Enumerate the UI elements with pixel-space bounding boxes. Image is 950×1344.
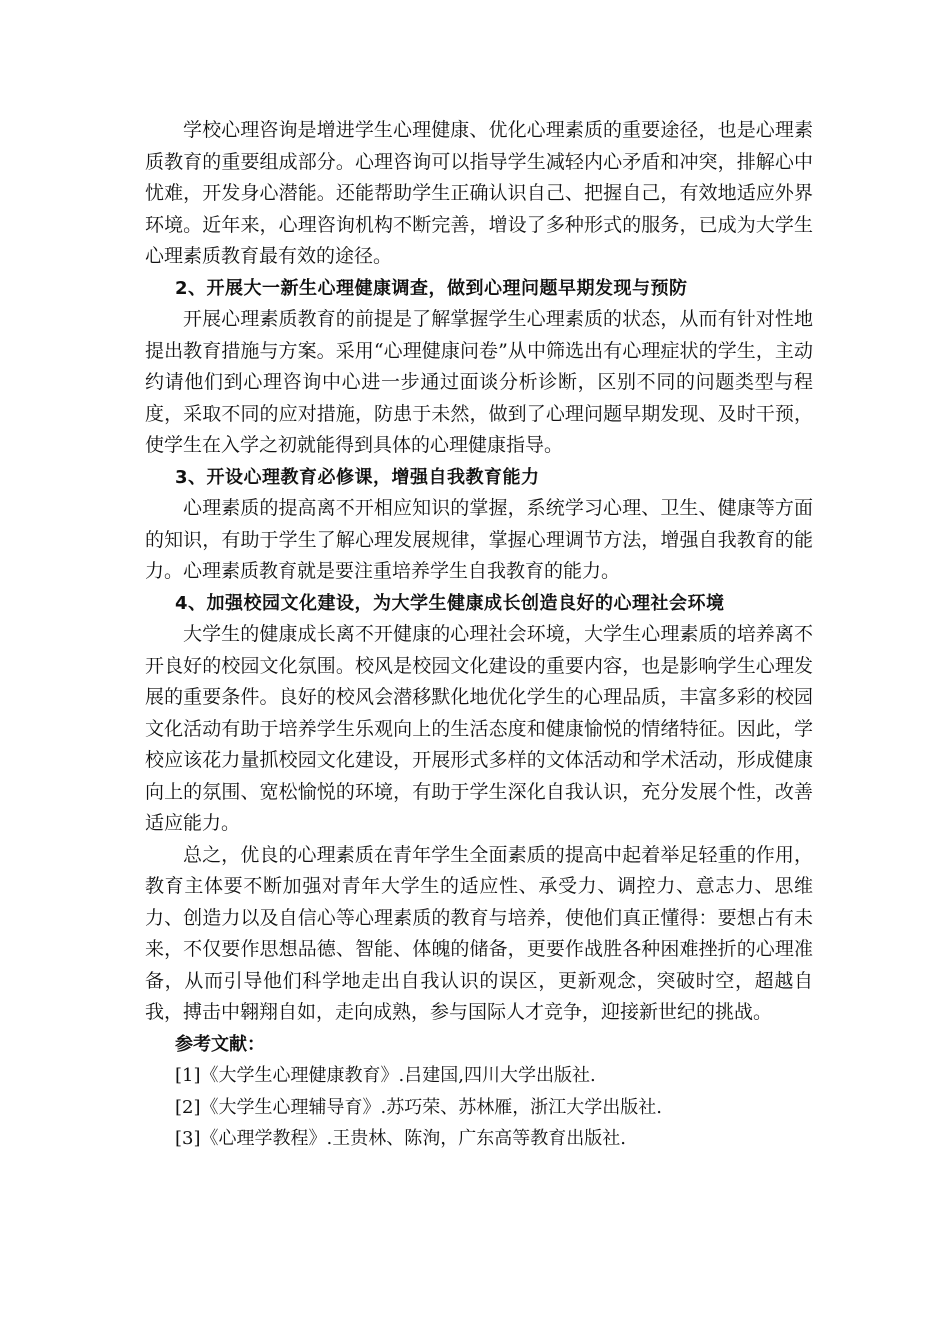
references-heading: 参考文献： bbox=[175, 1033, 265, 1055]
paragraph-conclusion: 总之，优良的心理素质在青年学生全面素质的提高中起着举足轻重的作用，教育主体要不断加强对青年大学生的适应性、承受力、调控力、意志力、思维力、创造力以及自信心等心理素质的教育与培养，使他们真正懂得：要想占有未来，不仅要作思想品德、智能、体魄的储备，更要作战胜各种困难挫折的心理准备，从而引导他们科学地走出自我认识的误区，更新观念，突破时空，超越自我，搏击中翱翔自如，走向成熟，参与国际人才竞争，迎接新世纪的挑战。 bbox=[145, 843, 813, 1023]
document-page bbox=[145, 115, 813, 1155]
paragraph-campus-culture: 大学生的健康成长离不开健康的心理社会环境，大学生心理素质的培养离不开良好的校园文化氛围。校风是校园文化建设的重要内容，也是影响学生心理发展的重要条件。良好的校风会潜移默化地优化学生的心理品质，丰富多彩的校园文化活动有助于培养学生乐观向上的生活态度和健康愉悦的情绪特征。因此，学校应该花力量抓校园文化建设，开展形式多样的文体活动和学术活动，形成健康向上的氛围、宽松愉悦的环境，有助于学生深化自我认识，充分发展个性，改善适应能力。 bbox=[145, 623, 813, 834]
reference-item: [2]《大学生心理辅导育》.苏巧荣、苏林雁，浙江大学出版社. bbox=[175, 1096, 662, 1118]
section-heading-3: 3、开设心理教育必修课，增强自我教育能力 bbox=[175, 466, 540, 488]
section-heading-4: 4、加强校园文化建设，为大学生健康成长创造良好的心理社会环境 bbox=[175, 592, 725, 614]
paragraph-counseling: 学校心理咨询是增进学生心理健康、优化心理素质的重要途径，也是心理素质教育的重要组成部分。心理咨询可以指导学生减轻内心矛盾和冲突，排解心中忧难，开发身心潜能。还能帮助学生正确认识自己、把握自己，有效地适应外界环境。近年来，心理咨询机构不断完善，增设了多种形式的服务，已成为大学生心理素质教育最有效的途径。 bbox=[145, 119, 813, 267]
reference-item: [1]《大学生心理健康教育》.吕建国,四川大学出版社. bbox=[175, 1065, 596, 1086]
section-heading-2: 2、开展大一新生心理健康调查，做到心理问题早期发现与预防 bbox=[175, 277, 688, 299]
paragraph-course: 心理素质的提高离不开相应知识的掌握，系统学习心理、卫生、健康等方面的知识，有助于学生了解心理发展规律，掌握心理调节方法，增强自我教育的能力。心理素质教育就是要注重培养学生自我教育的能力。 bbox=[145, 497, 813, 582]
paragraph-survey: 开展心理素质教育的前提是了解掌握学生心理素质的状态，从而有针对性地提出教育措施与方案。采用“心理健康问卷”从中筛选出有心理症状的学生，主动约请他们到心理咨询中心进一步通过面谈分析诊断，区别不同的问题类型与程度，采取不同的应对措施，防患于未然，做到了心理问题早期发现、及时干预，使学生在入学之初就能得到具体的心理健康指导。 bbox=[145, 308, 813, 456]
reference-item: [3]《心理学教程》.王贵林、陈洵，广东高等教育出版社. bbox=[175, 1128, 626, 1149]
